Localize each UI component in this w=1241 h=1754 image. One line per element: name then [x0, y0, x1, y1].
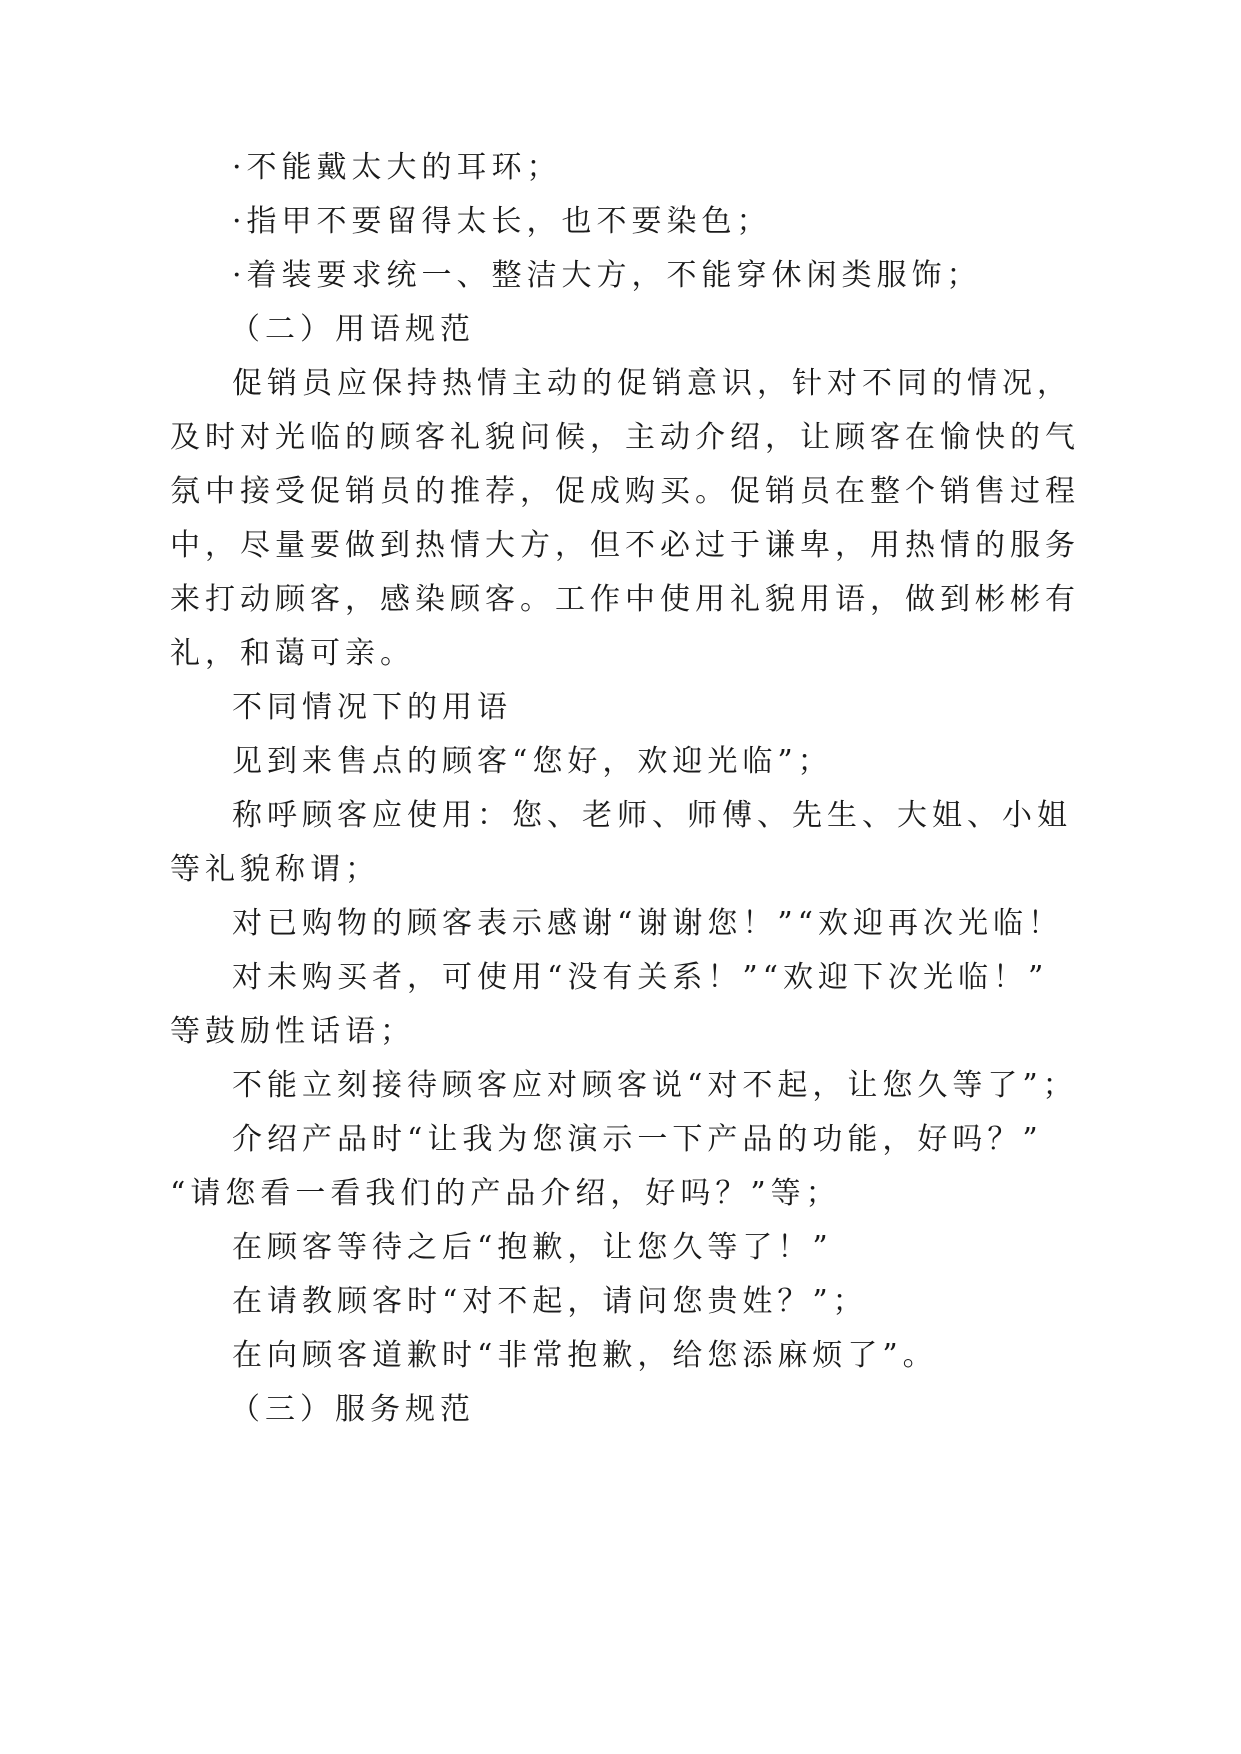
phrase-introduce-cont: “请您看一看我们的产品介绍，好吗？”等；: [170, 1176, 841, 1211]
phrase-address: 称呼顾客应使用：您、老师、师傅、先生、大姐、小姐: [232, 798, 1072, 833]
bullet-attire: ·着装要求统一、整洁大方，不能穿休闲类服饰；: [232, 258, 982, 293]
section-heading-language: （二）用语规范: [230, 312, 475, 347]
paragraph-line: 中，尽量要做到热情大方，但不必过于谦卑，用热情的服务: [170, 528, 1080, 563]
phrase-apologize: 在向顾客道歉时“非常抱歉，给您添麻烦了”。: [232, 1338, 938, 1373]
phrase-thanks: 对已购物的顾客表示感谢“谢谢您！”“欢迎再次光临！: [232, 906, 1064, 941]
subheading-phrases: 不同情况下的用语: [232, 690, 512, 725]
phrase-non-buyer-cont: 等鼓励性话语；: [170, 1014, 415, 1049]
paragraph-line: 礼，和蔼可亲。: [170, 636, 415, 671]
phrase-wait-apology: 不能立刻接待顾客应对顾客说“对不起，让您久等了”；: [232, 1068, 1078, 1103]
section-heading-service: （三）服务规范: [230, 1392, 475, 1427]
paragraph-line: 及时对光临的顾客礼貌问候，主动介绍，让顾客在愉快的气: [170, 420, 1080, 455]
phrase-non-buyer: 对未购买者，可使用“没有关系！”“欢迎下次光临！”: [232, 960, 1049, 995]
bullet-earrings: ·不能戴太大的耳环；: [232, 150, 562, 185]
bullet-nails: ·指甲不要留得太长，也不要染色；: [232, 204, 772, 239]
phrase-greeting: 见到来售点的顾客“您好，欢迎光临”；: [232, 744, 833, 779]
phrase-ask-name: 在请教顾客时“对不起，请问您贵姓？”；: [232, 1284, 868, 1319]
phrase-introduce: 介绍产品时“让我为您演示一下产品的功能，好吗？”: [232, 1122, 1043, 1157]
paragraph-line: 来打动顾客，感染顾客。工作中使用礼貌用语，做到彬彬有: [170, 582, 1080, 617]
phrase-address-cont: 等礼貌称谓；: [170, 852, 380, 887]
phrase-after-wait: 在顾客等待之后“抱歉，让您久等了！”: [232, 1230, 833, 1265]
paragraph-line: 氛中接受促销员的推荐，促成购买。促销员在整个销售过程: [170, 474, 1080, 509]
paragraph-line: 促销员应保持热情主动的促销意识，针对不同的情况，: [232, 366, 1072, 401]
